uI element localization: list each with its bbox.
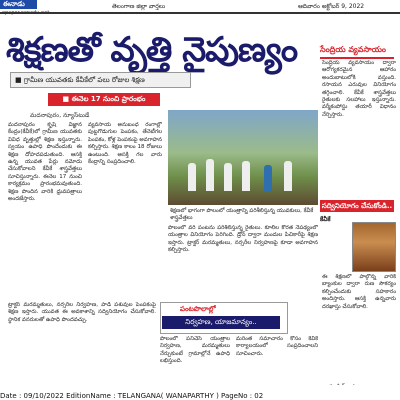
article-column-1	[8, 122, 82, 297]
byline: మదనాపురం, న్యూస్‌టుడే	[30, 112, 90, 119]
interview-column	[322, 274, 396, 379]
highlight-bottom-text: నిర్వహణ, యాజమాన్యం..	[162, 316, 280, 329]
issue-date: ఆదివారం అక్టోబర్ 9, 2022	[298, 3, 365, 10]
sidebox-text: సేంద్రియ వ్యవసాయం ద్వారా ఆరోగ్యకరమైన ఆహారం అందుబాటులోకి వస్తుంది. రసాయన ఎరువుల వినియోగం తగ్గించాలి. కేవీకే శాస్త్రవేత్తలు రైతులకు సలహాలు ఇస్తున్నారు. వర్మీకంపోస్టు తయారీ విధానం నేర్పిస్తారు.	[322, 60, 396, 118]
interviewee-photo	[352, 222, 396, 272]
highlight-top-text: పంటపొలాల్లో	[180, 305, 216, 313]
article-column-3-text: పొలంలో వరి పంటను పరిశీలిస్తున్న రైతులు. కూలీల కొరత నేపథ్యంలో యంత్రాల వినియోగం పెరిగింది. డ్రోన్ ద్వారా మందుల పిచికారీపై శిక్షణ ఇస్తారు. ట్రాక్టర్ మరమ్మతులు, నర్సరీల నిర్వహణపై కూడా అవగాహన కల్పిస్తారు.	[168, 225, 318, 254]
bottom-column-1-text: ట్రాక్టర్ మరమ్మతులు, నర్సరీల నిర్వహణ, పాడి పశువుల పెంపకంపై శిక్షణ ఇస్తారు. యువత ఈ అవకాశాన్ని సద్వినియోగం చేసుకోవాలి. స్థానిక వనరులతో ఉపాధి పొందవచ్చు.	[8, 302, 156, 323]
subheadline-2: ■ ఈనెల 17 నుంచి ప్రారంభం	[48, 93, 160, 106]
newspaper-logo: ఈనాడు	[0, 0, 37, 9]
subheadline-1: ■ గ్రామీణ యువతకు కేవీకేలో పలు రోజుల శిక్షణ	[10, 72, 191, 88]
bottom-column-1	[8, 302, 156, 382]
interviewee-name: కేవీకే	[320, 216, 331, 223]
photo-caption: శిక్షణలో భాగంగా పొలంలో యంత్రాన్ని పరిశీలిస్తున్న యువకులు, కేవీకే శాస్త్రవేత్తలు	[170, 208, 314, 221]
article-headline: శిక్షణతో వృత్తి నైపుణ్యం	[6, 30, 298, 70]
edition-footer: Date : 09/10/2022 EditionName : TELANGANA( WANAPARTHY ) PageNo : 02	[0, 392, 264, 400]
article-column-2-text: వ్యవసాయ అనుబంధ రంగాల్లో పుట్టగొడుగుల పెంపకం, తేనెటీగల పెంపకం, కోళ్ల పెంపకంపై అవగాహన కల్పిస్తారు. శిక్షణ కాలం 18 రోజులు ఉంటుంది. ఆసక్తి గల వారు కేంద్రాన్ని సంప్రదించాలి.	[88, 122, 162, 166]
section-label: తెలంగాణ జిల్లా వార్తలు	[112, 3, 166, 10]
bottom-column-2-text: పొలంలో పనిచేసే యంత్రాల నిర్వహణ, మరమ్మతులు నేర్చుకుంటే గ్రామాల్లోనే ఉపాధి లభిస్తుంది.	[160, 336, 230, 365]
bottom-column-3	[236, 336, 318, 384]
article-column-3	[168, 225, 318, 297]
interview-heading: సద్వినియోగం చేసుకోండి..	[321, 202, 393, 210]
article-column-1-text: మదనాపురం కృషి విజ్ఞాన కేంద్రం(కేవీకే)లో గ్రామీణ యువతకు వివిధ వృత్తుల్లో శిక్షణ ఇస్తున్నారు. స్వయం ఉపాధి పొందేందుకు ఈ శిక్షణ దోహదపడుతుంది. ఆసక్తి ఉన్న యువత పేర్లు నమోదు చేసుకోవాలని కేవీకే శాస్త్రవేత్తలు సూచిస్తున్నారు. ఈనెల 17 నుంచి కార్యక్రమం ప్రారంభమవుతుంది. శిక్షణ పొందిన వారికి ధ్రువపత్రాలు అందజేస్తారు.	[8, 122, 82, 203]
bottom-column-2	[160, 336, 230, 384]
interview-text: ఈ శిక్షణలో పాల్గొన్న వారికి బ్యాంకుల ద్వారా రుణ సౌకర్యం కల్పించేందుకు సహకారం అందిస్తారు. ఆసక్తి ఉన్నవారు దరఖాస్తు చేసుకోవాలి.	[322, 274, 396, 310]
bottom-column-3-text: మరింత సమాచారం కోసం కేవీకే కార్యాలయంలో సంప్రదించాలని సూచించారు.	[236, 336, 318, 357]
masthead-rule	[0, 12, 400, 14]
sidebox-heading: సేంద్రియ వ్యవసాయం	[320, 45, 394, 59]
sidebox-column	[322, 60, 396, 198]
article-photo	[168, 110, 318, 205]
article-column-2	[88, 122, 162, 297]
